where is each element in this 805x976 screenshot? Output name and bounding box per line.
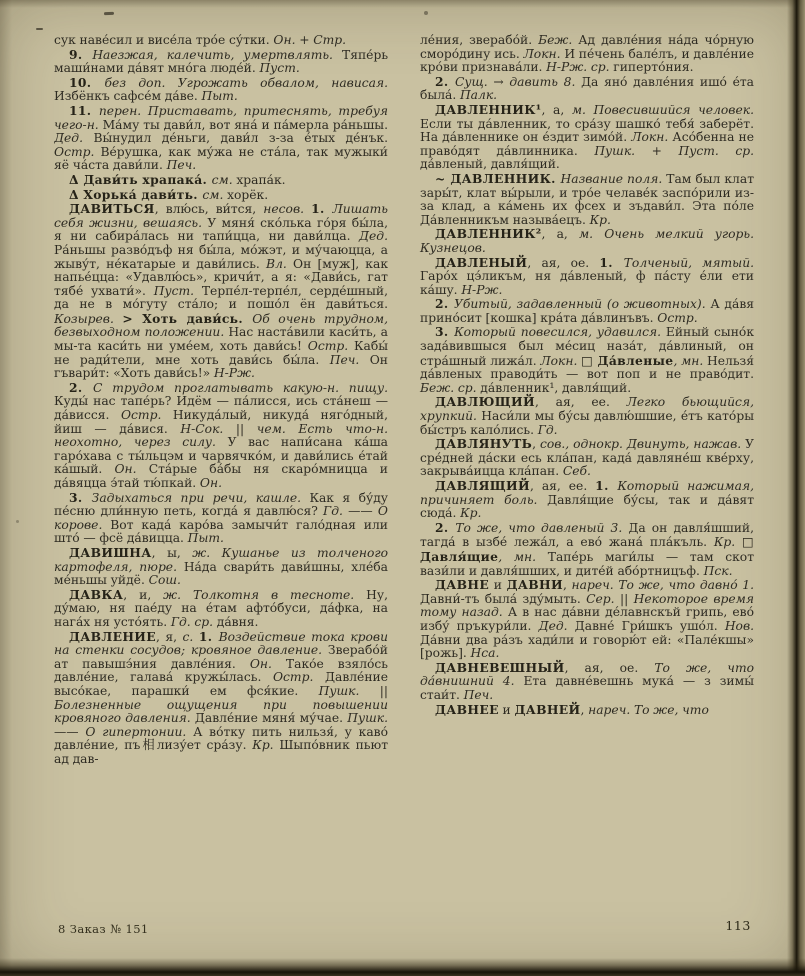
- dictionary-paragraph: 3. Который повесился, удавился. Ейный сыно́к зада́вившыся был ме́сиц наза́т, да́влиный, он стра́шный лижа́л. Локн. □ Да́вленые, мн. Нельзя́ да́вленых праводи́ть — вот поп и не право́дит. Беж. ср. да́вленник¹, давля́щий.: [420, 324, 754, 395]
- dictionary-paragraph: 2. Убитый, задавленный (о животных). А да́вя прино́сит [кошка] кра́та да́влинъвъ. Остр.: [420, 296, 754, 325]
- scan-edge-shadow-right: [783, 0, 805, 976]
- dictionary-paragraph: сук наве́сил и висе́ла тро́е су́тки. Он. + Стр.: [54, 34, 347, 47]
- dictionary-paragraph: ДАВИШНА, ы, ж. Кушанье из толченого картофеля, пюре. На́да свари́ть дави́шны, хле́ба ме́ньшы уйдё. Сош.: [54, 544, 388, 588]
- dictionary-paragraph: ДАВЛЮЩИЙ, ая, ее. Легко бьющийся, хрупкий. Наси́ли мы бу́сы давлю́шшие, е́тъ като́ры бы́стръ кало́лись. Гд.: [420, 394, 754, 437]
- dictionary-paragraph: ле́ния, зверабо́й. Беж. Ад давле́ния на́да чо́рную сморо́дину ись. Локн. И пе́чень бале́лъ, и давле́ние кро́ви признава́ли. Н-Рж. ср. гиперто́ния.: [420, 34, 754, 75]
- dictionary-paragraph: ДАВНЕ и ДАВНИ, нареч. То же, что давно́ 1. Давни́-тъ была́ зду́мыть. Сер. || Некоторое время тому назад. А в нас да́вни де́лавнскъй грипь, ево́ избу́ пръкури́ли. Дед. Давне́ Гри́шкъ ушо́л. Нов. Да́вни два ра́зъ хади́ли и говорю́т ей: «Пале́кшы» [рожь]. Нса.: [420, 577, 754, 661]
- dictionary-paragraph: 2. С трудом проглатывать какую-н. пищу. Куды́ нас тапе́рь? Идём — па́лисся, ись ста́неш — да́висся. Остр. Никуда́лый, никуда́ няго́дный, йиш — да́вися. Н-Сок. || чем. Есть что-н. неохотно, через силу. У вас напи́сана ка́ша гаро́хава с ты́льцэм и чарвячко́м, и дави́лись е́тай ка́шый. Он. Ста́рые ба́бы ня скаро́мницца и да́вяцца э́тай тю́пкай. Он.: [54, 379, 389, 490]
- dictionary-paragraph: ДАВНЕВЕШНЫЙ, ая, ое. То же, что да́внишний 4. Ета давне́вешнь мука́ — з зимы́ стаи́т. Печ.: [420, 659, 754, 702]
- text-columns: [54, 34, 754, 918]
- dictionary-paragraph: 11. перен. Приставать, притеснять, требуя чего-н. Ма́му ты дави́л, вот яна́ и па́мерла ра́ньшы. Дед. Вы́нудил де́ньги, дави́л з-за е́тых де́нък. Остр. Ве́рушка, как му́жа не ста́ла, так мужыки́ яё ча́ста дави́ли. Печ.: [54, 102, 389, 173]
- dictionary-paragraph: ДАВЛЕННИК², а, м. Очень мелкий угорь. Кузнецов.: [420, 226, 754, 255]
- scan-speck: [104, 12, 114, 16]
- dictionary-paragraph: ДАВКА, и, ж. Толкотня в тесноте. Ну, ду́маю, ня пае́ду на е́там афто́буси, да́фка, на нага́х ня усто́ять. Гд. ср. да́вня.: [54, 586, 389, 629]
- dictionary-paragraph: 2. То же, что давленый 3. Да он давля́шший, тагда́ в ызбе́ лежа́л, а ево́ жана́ пла́къль. Кр. □ Давля́щие, мн. Тапе́рь маги́лы — там скот вази́ли и давля́шших, и дите́й або́ртницъф. Пск.: [420, 519, 754, 578]
- dictionary-paragraph: ДАВЛЕННИК¹, а, м. Повесившийся человек. Если ты да́вленник, то сра́зу шашко́ тебя́ заберёт. На да́вленнике он е́здит зимо́й. Локн. Асо́бенна не право́дят да́влинника. Пушк. + Пуст. ср. да́вленый, давля́щий.: [420, 101, 754, 172]
- column-left: [54, 34, 388, 918]
- page-number: 113: [725, 918, 751, 933]
- scan-edge-shadow-left: [0, 0, 12, 976]
- dictionary-paragraph: 10. без доп. Угрожать обвалом, нависая. Избёнкъ сафсе́м да́ве. Пыт.: [54, 74, 389, 104]
- dictionary-paragraph: 2. Сущ. → давить 8. Да яно́ давле́ния ишо́ е́та была́. Палк.: [420, 73, 754, 103]
- print-order-note: 8 Заказ № 151: [58, 922, 149, 936]
- scan-edge-shadow-bottom: [0, 958, 805, 976]
- dictionary-paragraph: 9. Наезжая, калечить, умертвлять. Тяпе́рь маши́нами да́вят мно́га люде́й. Пуст.: [54, 46, 389, 76]
- dictionary-paragraph: ДАВЛЯНУТЬ, сов., однокр. Двинуть, нажав. У сре́дней да́ски есь кла́пан, када́ давляне́ш кве́рху, закрыва́ицца кла́пан. Себ.: [420, 436, 754, 479]
- dictionary-paragraph: ДАВИТЬСЯ, влю́сь, ви́тся, несов. 1. Лишать себя жизни, вешаясь. У мяня́ ско́лька го́ря бы́ла, я ни сабира́лась ни тапи́цца, ни дави́лца. Дед. Ра́ньшы разво́дъф ня бы́ла, мо́жэт, и му́чаюцца, а жыву́т, не́катарые и дави́лись. Вл. Он [муж], как напье́цца: «Удавлю́сь», кричи́т, а я: «Дави́сь, гат тябе́ ухвати́». Пуст. Терпе́л-терпе́л, серде́шный, да не в мо́гуту ста́ло; и пошо́л ён дави́ться. Козырев. > Хоть дави́сь. Об очень трудном, безвыходном положении. Нас наста́вили каси́ть, а мы-та каси́ть ни уме́ем, хоть дави́сь! Остр. Кабы́ не ради́тели, мне хоть дави́сь бы́ла. Печ. Он гъвари́т: «Хоть дави́сь!» Н-Рж.: [54, 201, 389, 381]
- dictionary-paragraph: ДАВЛЕНЫЙ, ая, ое. 1. Толченый, мятый. Гаро́х цэ́ликъм, ня да́вленый, ф па́сту е́ли ети ка́шу. Н-Рж.: [420, 254, 754, 297]
- scan-speck: [424, 11, 428, 15]
- dictionary-paragraph: ~ ДАВЛЕННИК. Название поля. Там был клат зары́т, клат вы́рыли, и тро́е челаве́к заспо́рили из-за клад, а ка́мень их фсех и зъдави́л. Эта по́ле Да́вленникъм называ́ецъ. Кр.: [420, 170, 754, 227]
- column-right: [420, 34, 754, 918]
- dictionary-paragraph: 3. Задыхаться при речи, кашле. Как я бу́ду пе́сню дли́нную петь, когда́ я давлю́ся? Гд. —— О корове. Вот када́ каро́ва замычи́т гало́дная или што́ — фсё да́вицца. Пыт.: [54, 489, 389, 546]
- dictionary-paragraph: ДАВЛЯЩИЙ, ая, ее. 1. Который нажимая, причиняет боль. Давля́щие бу́сы, так и да́вят сюда́. Кр.: [420, 478, 754, 521]
- scan-speck: [36, 28, 43, 30]
- dictionary-paragraph: Δ Дави́ть храпака́. см. храпа́к.: [69, 171, 286, 187]
- scan-edge-shadow-top: [0, 0, 805, 8]
- scan-speck: [16, 520, 19, 523]
- dictionary-paragraph: Δ Хорька́ дави́ть. см. хорёк.: [69, 186, 269, 202]
- dictionary-paragraph: ДАВНЕЕ и ДАВНЕЙ, нареч. То же, что: [435, 701, 709, 717]
- dictionary-paragraph: ДАВЛЕНИЕ, я, с. 1. Воздействие тока крови на стенки сосудов; кровяное давление. Зверабо́й ат павышэ́ния давле́ния. Он. Тако́е взяло́сь давле́ние, галава́ кружы́лась. Остр. Давле́ние высо́кае, парашки́ ем фся́кие. Пушк. || Болезненные ощущения при повышении кровяного давления. Давле́ние мяня́ му́чае. Пушк. —— О гипертонии. А во́тку пить нильзя́, у каво́ давле́ние, пъ相лизу́ет сра́зу. Кр. Шыпо́вник пьют ад дав-: [54, 628, 389, 766]
